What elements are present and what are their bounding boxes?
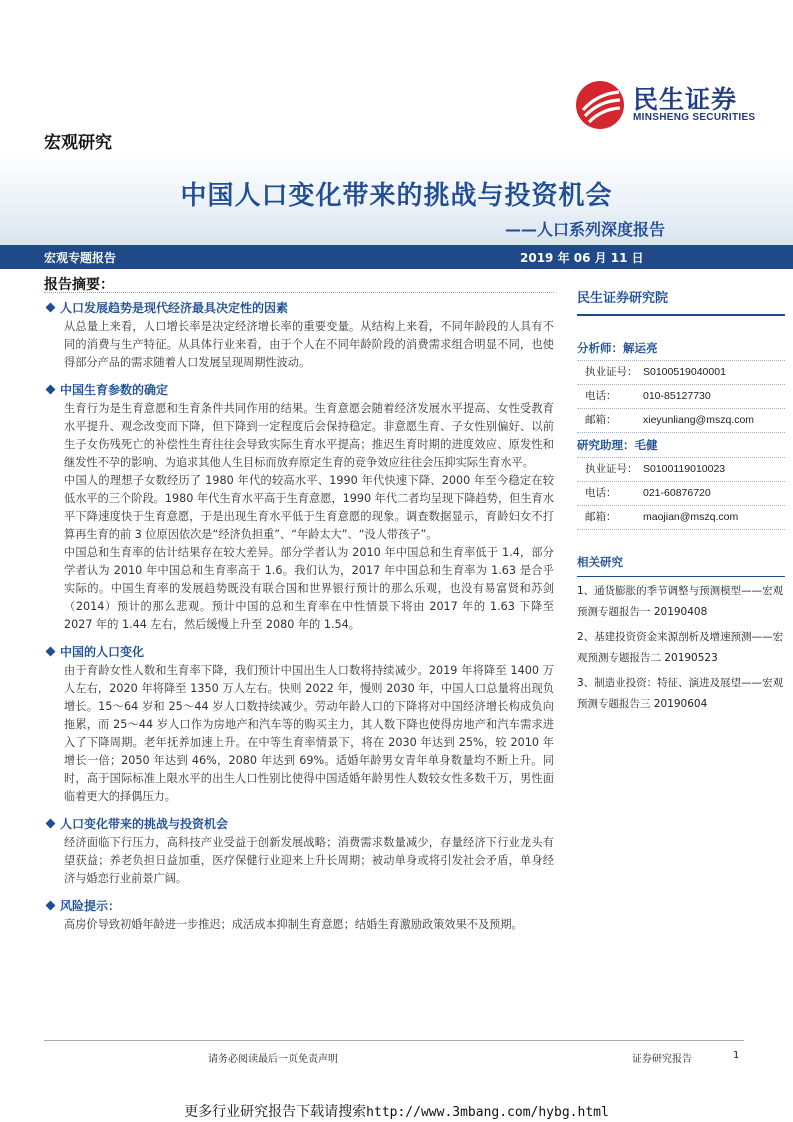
promo-text: 更多行业研究报告下载请搜索 <box>184 1104 367 1120</box>
divider <box>577 432 785 433</box>
footer-label: 证券研究报告 <box>632 1054 692 1065</box>
analyst-row: 电话： 010-85127730 <box>585 390 711 402</box>
assistant-email-link[interactable]: maojian@mszq.com <box>643 511 739 523</box>
assistant-row: 执业证号： S0100119010023 <box>585 463 726 475</box>
summary-body <box>44 296 554 934</box>
summary-title: 报告摘要： <box>44 277 114 293</box>
section-heading: 中国的人口变化 <box>44 642 554 662</box>
analyst-email-link[interactable]: xieyunliang@mszq.com <box>643 414 755 426</box>
related-divider <box>577 576 785 577</box>
divider <box>577 529 785 530</box>
report-type: 宏观专题报告 <box>44 251 117 265</box>
download-promo <box>0 1101 793 1121</box>
sidebar <box>577 283 787 715</box>
diamond-bullet-icon <box>46 901 56 911</box>
page-subtitle: ——人口系列深度报告 <box>504 220 665 239</box>
minsheng-logo-icon <box>575 80 625 130</box>
footer-divider <box>44 1040 744 1041</box>
institute-name: 民生证券研究院 <box>577 291 669 306</box>
analyst-row: 执业证号： S0100519040001 <box>585 366 726 378</box>
summary-section <box>44 298 554 372</box>
related-report-link[interactable]: 1、通货膨胀的季节调整与预测模型——宏观预测专题报告一 20190408 <box>577 585 784 618</box>
summary-section <box>44 642 554 806</box>
summary-section <box>44 814 554 888</box>
section-paragraph: 中国总和生育率的估计结果存在较大差异。部分学者认为 2010 年中国总和生育率低于 1.4，部分学者认为 2010 年中国总和生育率高于 1.6。我们认为，2017 年中国总和生育率为 1.63 是合乎实际的。中国生育率的发展趋势既没有联合国和世界银行预计的那么乐观，也没有易富贤和苏剑（2014）预计的那么悲观。预计中国的总和生育率在中性情景下将由 2017 年的 1.63 下降至 2027 年的 1.44 左右，然后缓慢上升至 2080 年的 1.54。 <box>64 546 554 631</box>
diamond-bullet-icon <box>46 647 56 657</box>
section-paragraph: 从总量上来看，人口增长率是决定经济增长率的重要变量。从结构上来看，不同年龄段的人具有不同的消费与生产特征。从具体行业来看，由于个人在不同年龄阶段的消费需求组合明显不同，也使得部分产品的需求随着人口发展呈现周期性波动。 <box>64 320 554 369</box>
related-report-link[interactable]: 2、基建投资资金来源剖析及增速预测——宏观预测专题报告二 20190523 <box>577 631 784 664</box>
summary-section <box>44 380 554 634</box>
assistant-row: 电话： 021-60876720 <box>585 487 711 499</box>
diamond-bullet-icon <box>46 819 56 829</box>
report-date: 2019 年 06 月 11 日 <box>520 251 644 265</box>
diamond-bullet-icon <box>46 385 56 395</box>
info-bar <box>0 245 793 269</box>
section-heading: 中国生育参数的确定 <box>44 380 554 400</box>
brand-logo <box>575 80 785 130</box>
analyst-name: 分析师：解运亮 <box>577 341 658 355</box>
assistant-row: 邮箱： maojian@mszq.com <box>577 506 787 529</box>
diamond-bullet-icon <box>46 303 56 313</box>
section-heading: 人口发展趋势是现代经济最具决定性的因素 <box>44 298 554 318</box>
assistant-name: 研究助理：毛健 <box>577 438 658 452</box>
brand-name-en: MINSHENG SECURITIES <box>633 112 756 123</box>
page-number: 1 <box>733 1050 740 1061</box>
analyst-row: 邮箱： xieyunliang@mszq.com <box>577 409 787 432</box>
section-heading: 风险提示： <box>44 896 554 916</box>
footer-disclaimer: 请务必阅读最后一页免责声明 <box>208 1054 338 1065</box>
related-report-link[interactable]: 3、制造业投资：特征、演进及展望——宏观预测专题报告三 20190604 <box>577 677 784 710</box>
summary-section <box>44 896 554 934</box>
section-paragraph: 由于育龄女性人数和生育率下降，我们预计中国出生人口数将持续减少。2019 年将降至 1400 万人左右，2020 年将降至 1350 万人左右。快则 2022 年，慢则 2030 年，中国人口总量将出现负增长。15～64 岁和 25～44 岁人口数持续减少。劳动年龄人口的下降将对中国经济增长构成负向拖累，而 25～44 岁人口作为房地产和汽车等的购买主力，其人数下降也使得房地产和汽车需求进入了下降周期。老年抚养加速上升。在中等生育率情景下，将在 2030 年达到 25%，较 2010 年增长一倍；2050 年达到 46%，2080 年达到 69%。适婚年龄男女青年单身数量均不断上升。同时，高于国际标准上限水平的出生人口性别比使得中国适婚年龄男性人数较女性多数千万，男性面临着更大的择偶压力。 <box>64 664 554 803</box>
summary-divider <box>44 292 554 293</box>
section-paragraph: 经济面临下行压力，高科技产业受益于创新发展战略；消费需求数量减少，存量经济下行业龙头有望获益；养老负担日益加重，医疗保健行业迎来上升长周期；被动单身或将引发社会矛盾，单身经济与婚恋行业前景广阔。 <box>64 836 554 885</box>
section-paragraph: 生育行为是生育意愿和生育条件共同作用的结果。生育意愿会随着经济发展水平提高、女性受教育水平提升、观念改变而下降，但下降到一定程度后会保持稳定。非意愿生育、子女性别偏好、以前生子女伤残死亡的补偿性生育往往会导致实际生育水平提高；推迟生育时期的进度效应、原发性和继发性不孕的影响、为追求其他人生目标而放弃原定生育的竞争效应往往会压抑实际生育水平。 <box>64 402 554 469</box>
section-paragraph: 中国人的理想子女数经历了 1980 年代的较高水平、1990 年代快速下降、2000 年至今稳定在较低水平的三个阶段。1980 年代生育水平高于生育意愿，1990 年代二者均呈现下降趋势，但生育水平下降速度快于生育意愿，于是出现生育水平低于生育意愿的现象。调查数据显示，育龄妇女不打算再生育的前 3 位原因依次是“经济负担重”、“年龄太大”、“没人带孩子”。 <box>64 474 554 541</box>
related-research-title: 相关研究 <box>577 555 623 569</box>
brand-name-cn: 民生证券 <box>633 85 738 114</box>
report-category: 宏观研究 <box>44 133 112 153</box>
promo-url-link[interactable]: http://www.3mbang.com/hybg.html <box>366 1105 609 1120</box>
page-title: 中国人口变化带来的挑战与投资机会 <box>180 181 613 211</box>
section-paragraph: 高房价导致初婚年龄进一步推迟；成活成本抑制生育意愿；结婚生育激励政策效果不及预期。 <box>64 918 523 931</box>
section-heading: 人口变化带来的挑战与投资机会 <box>44 814 554 834</box>
institute-divider <box>577 314 785 316</box>
